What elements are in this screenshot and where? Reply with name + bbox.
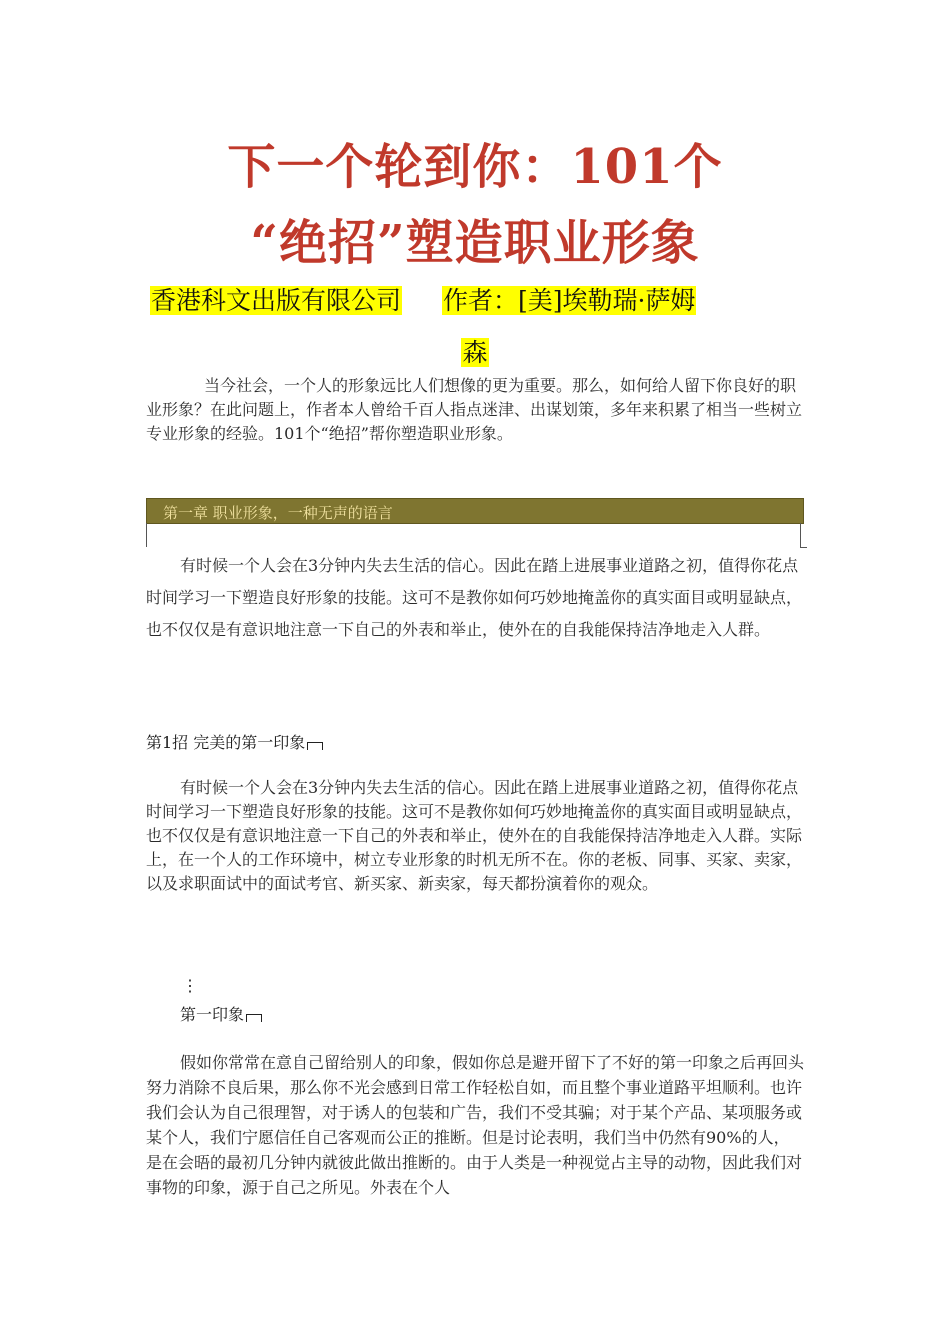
- chapter-frame-right-corner: [800, 523, 807, 548]
- document-title-line-1: 下一个轮到你：101个: [227, 139, 723, 195]
- publisher-name: 香港科文出版有限公司: [151, 286, 402, 315]
- section-1-body-paragraph: 有时候一个人会在3分钟内失去生活的信心。因此在踏上进展事业道路之初，值得你花点时间学习一下塑造良好形象的技能。这可不是教你如何巧妙地掩盖你的真实面目或明显缺点，也不仅仅是有意识地注意一下自己的外表和举止，使外在的自我能保持洁净地走入人群。实际上，在一个人的工作环境中，树立专业形象的时机无所不在。你的老板、同事、买家、卖家，以及求职面试中的面试考官、新买家、新卖家，每天都扮演着你的观众。: [146, 778, 803, 893]
- author-name-continued-line: [0, 336, 950, 370]
- chapter-frame-left-edge: [146, 523, 147, 547]
- section-heading-2: [180, 1002, 262, 1025]
- section-2-body-paragraph: 假如你常常在意自己留给别人的印象，假如你总是避开留下了不好的第一印象之后再回头努力消除不良后果，那么你不光会感到日常工作轻松自如，而且整个事业道路平坦顺利。也许我们会认为自己很理智，对于诱人的包装和广告，我们不受其骗；对于某个产品、某项服务或某个人，我们宁愿信任自己客观而公正的推断。但是讨论表明，我们当中仍然有90%的人，是在会晤的最初几分钟内就彼此做出推断的。由于人类是一种视觉占主导的动物，因此我们对事物的印象，源于自己之所见。外表在个人: [146, 1053, 805, 1197]
- vertical-ellipsis-icon: ⋮: [182, 976, 198, 995]
- chapter-title: 第一章 职业形象，一种无声的语言: [163, 504, 393, 522]
- section-heading-2-text: 第一印象: [180, 1005, 245, 1024]
- document-title-line-2: “绝招”塑造职业形象: [250, 215, 700, 271]
- section-heading-1: [146, 730, 323, 753]
- publisher-author-line: [150, 284, 810, 318]
- section-heading-1-text: 第1招 完美的第一印象: [146, 733, 306, 752]
- chapter-body-paragraph: 有时候一个人会在3分钟内失去生活的信心。因此在踏上进展事业道路之初，值得你花点时间学习一下塑造良好形象的技能。这可不是教你如何巧妙地掩盖你的真实面目或明显缺点，也不仅仅是有意识地注意一下自己的外表和举止，使外在的自我能保持洁净地走入人群。: [146, 556, 803, 639]
- bookmark-mark-icon: [307, 742, 323, 750]
- author-name-continued: 森: [462, 338, 488, 367]
- bookmark-mark-icon: [246, 1014, 262, 1022]
- chapter-header-bar: [146, 498, 804, 524]
- author-name: 作者：[美]埃勒瑞·萨姆: [443, 286, 696, 315]
- intro-paragraph: 当今社会，一个人的形象远比人们想像的更为重要。那么，如何给人留下你良好的职业形象？在此问题上，作者本人曾给千百人指点迷津、出谋划策，多年来积累了相当一些树立专业形象的经验。101个“绝招”帮你塑造职业形象。: [146, 376, 803, 443]
